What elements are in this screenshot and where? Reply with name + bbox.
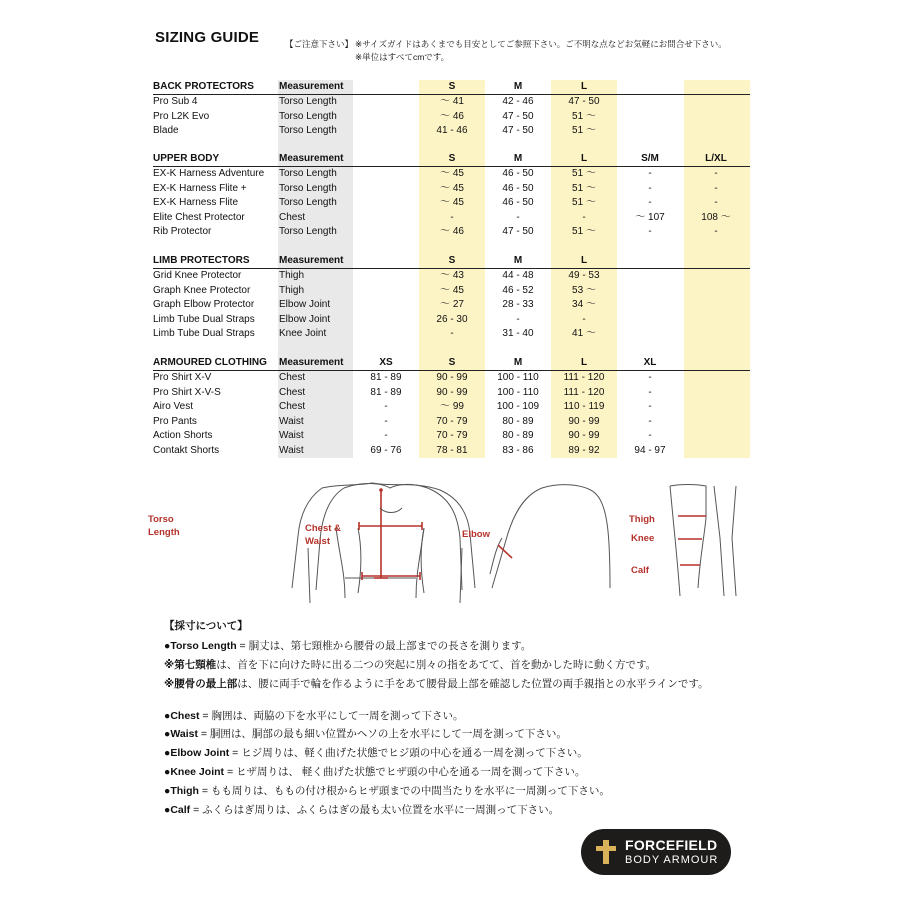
logo-line-1: FORCEFIELD (625, 837, 718, 853)
size-value-sm: - (648, 197, 652, 208)
size-value-xs: 81 - 89 (370, 372, 402, 383)
section-title: UPPER BODY (153, 153, 220, 164)
measurement-header: Measurement (279, 81, 344, 92)
note-torso (164, 638, 531, 653)
note-thigh-text: = もも周りは、ももの付け根からヒザ頭までの中間当たりを水平に一周測って下さい。 (198, 785, 610, 797)
section-title: ARMOURED CLOTHING (153, 357, 267, 368)
size-value-lxl: - (714, 226, 718, 237)
product-name: Limb Tube Dual Straps (153, 328, 255, 339)
product-name: Action Shorts (153, 430, 213, 441)
size-value-xs: 69 - 76 (370, 444, 402, 456)
size-value-m: 31 - 40 (502, 328, 534, 339)
size-value-lxl: 108 ～ (701, 211, 731, 223)
product-name: Airo Vest (153, 401, 194, 412)
size-value-s: ～ 41 (440, 96, 464, 107)
chest-label-line-1: Chest & (305, 523, 341, 534)
size-value-m: - (516, 313, 520, 325)
size-header-m: M (513, 357, 523, 368)
note-chest-term: ●Chest (164, 710, 200, 722)
product-name: Pro Shirt X-V (153, 372, 212, 383)
size-value-m: 46 - 50 (502, 182, 534, 194)
size-value-m: 80 - 89 (502, 415, 534, 427)
table-row (153, 196, 750, 211)
size-value-xs: 81 - 89 (370, 386, 402, 398)
size-header-s: S (448, 81, 456, 92)
table-row (153, 415, 750, 430)
table-row (153, 182, 750, 197)
size-value-s: ～ 27 (440, 299, 464, 310)
product-name: EX-K Harness Adventure (153, 168, 265, 179)
size-value-m: 28 - 33 (502, 299, 534, 310)
note-thigh (164, 783, 610, 798)
notes-heading: 【採寸について】 (164, 620, 248, 632)
product-name: Rib Protector (153, 226, 212, 237)
size-value-l: 47 - 50 (568, 96, 600, 107)
arm-figure (490, 485, 610, 588)
size-value-l: 51 ～ (572, 110, 596, 122)
size-value-m: - (516, 211, 520, 223)
size-value-l: 51 ～ (572, 125, 596, 136)
note-c7-text: は、首を下に向けた時に出る二つの突起に別々の指をあてて、首を動かした時に動く方です。 (216, 659, 657, 671)
measurement-type: Waist (279, 415, 304, 427)
note-torso-term: ●Torso Length (164, 640, 237, 652)
size-value-s: ～ 45 (440, 197, 464, 208)
note-chest (164, 708, 463, 723)
size-value-l: 90 - 99 (568, 415, 600, 427)
size-value-m: 42 - 46 (502, 96, 534, 107)
notice-line-1: ※サイズガイドはあくまでも目安としてご参照下さい。ご不明な点などお気軽にお問合せ下さい。 (355, 39, 727, 49)
size-header-l: L (580, 81, 588, 92)
note-waist-text: = 胴囲は、胴部の最も細い位置かヘソの上を水平にして一周を測って下さい。 (197, 728, 567, 740)
size-value-s: ～ 46 (440, 226, 464, 237)
measurement-type: Torso Length (279, 168, 337, 179)
size-value-l: 110 - 119 (563, 401, 605, 412)
section-title: BACK PROTECTORS (153, 81, 254, 92)
size-value-m: 80 - 89 (502, 430, 534, 441)
note-hip-term: ※腰骨の最上部 (164, 678, 238, 690)
measurement-type: Chest (279, 372, 306, 383)
size-value-s: - (450, 328, 454, 339)
size-value-s: 90 - 99 (436, 386, 468, 398)
notice-label: 【ご注意下さい】 (285, 39, 354, 49)
size-value-s: 70 - 79 (436, 430, 468, 441)
size-header-l: L (580, 357, 588, 368)
size-header-sm: XL (643, 357, 657, 368)
size-value-l: 51 ～ (572, 168, 596, 179)
size-value-xs: - (384, 401, 388, 412)
note-torso-text: = 胴丈は、第七頸椎から腰骨の最上部までの長さを測ります。 (236, 640, 532, 652)
section-header (153, 254, 750, 269)
size-value-sm: - (648, 401, 652, 412)
size-value-lxl: - (714, 182, 718, 194)
size-value-l: 49 - 53 (568, 270, 600, 281)
forcefield-logo (581, 829, 731, 875)
measurement-header: Measurement (279, 153, 344, 164)
notice-line-2: ※単位はすべてcmです。 (355, 52, 450, 62)
size-value-sm: - (648, 226, 652, 237)
knee-label: Knee (631, 533, 655, 544)
note-knee-text: = ヒザ周りは、 軽く曲げた状態でヒザ頭の中心を通る一周を測って下さい。 (224, 766, 586, 778)
size-header-m: M (513, 81, 523, 92)
section-header (153, 152, 750, 167)
section-header (153, 80, 750, 95)
table-row (153, 225, 750, 240)
size-value-sm: - (648, 415, 652, 427)
torso-label-line-2: Length (148, 527, 180, 538)
size-value-l: - (582, 313, 586, 325)
note-chest-text: = 胸囲は、両脇の下を水平にして一周を測って下さい。 (199, 710, 464, 722)
note-c7 (164, 657, 656, 672)
measurement-type: Thigh (279, 270, 305, 281)
size-value-m: 47 - 50 (502, 110, 534, 122)
size-value-sm: - (648, 372, 652, 383)
size-value-s: ～ 99 (440, 401, 464, 412)
measurement-type: Elbow Joint (279, 299, 331, 310)
measurement-type: Torso Length (279, 182, 337, 194)
size-value-l: 41 ～ (572, 328, 596, 339)
size-header-s: S (448, 357, 456, 368)
note-elbow-text: = ヒジ周りは、軽く曲げた状態でヒジ頭の中心を通る一周を測って下さい。 (229, 747, 588, 759)
size-value-s: 70 - 79 (436, 415, 468, 427)
product-name: Contakt Shorts (153, 444, 220, 456)
size-value-s: 26 - 30 (436, 313, 468, 325)
product-name: Pro Shirt X-V-S (153, 386, 221, 398)
chest-waist-label (305, 522, 341, 548)
measurement-type: Torso Length (279, 197, 337, 208)
size-header-l: L (580, 153, 588, 164)
table-row (153, 298, 750, 313)
product-name: EX-K Harness Flite (153, 197, 239, 208)
product-name: Pro L2K Evo (153, 110, 210, 122)
size-header-m: M (513, 153, 523, 164)
table-row (153, 110, 750, 125)
chest-label-line-2: Waist (305, 536, 330, 547)
measurement-type: Torso Length (279, 226, 337, 237)
size-value-m: 100 - 110 (497, 386, 539, 398)
note-elbow (164, 745, 588, 760)
size-value-sm: - (648, 168, 652, 179)
size-value-m: 44 - 48 (502, 270, 534, 281)
measurement-type: Torso Length (279, 125, 337, 136)
calf-label: Calf (631, 565, 649, 576)
size-value-m: 46 - 50 (502, 197, 534, 208)
cross-icon (593, 838, 619, 866)
note-calf-term: ●Calf (164, 804, 191, 816)
size-value-m: 100 - 109 (496, 401, 540, 412)
size-value-m: 46 - 52 (502, 284, 534, 296)
product-name: Pro Sub 4 (153, 96, 198, 107)
size-value-l: 111 - 120 (563, 372, 605, 383)
table-row (153, 124, 750, 139)
measurement-type: Elbow Joint (279, 313, 331, 325)
table-row (153, 269, 750, 284)
table-row (153, 386, 750, 401)
table-row (153, 429, 750, 444)
note-calf (164, 802, 559, 817)
product-name: Grid Knee Protector (153, 270, 242, 281)
body-measurement-illustrations (140, 478, 760, 613)
size-value-m: 83 - 86 (502, 444, 534, 456)
product-name: Pro Pants (153, 415, 197, 427)
size-value-lxl: - (714, 197, 718, 208)
size-value-l: 53 ～ (572, 284, 596, 296)
measurement-type: Torso Length (279, 110, 337, 122)
size-header-m: M (513, 255, 523, 266)
size-value-s: ～ 45 (440, 284, 464, 296)
table-row (153, 95, 750, 110)
table-row (153, 400, 750, 415)
torso-label (148, 513, 180, 539)
leg-figure (670, 485, 736, 597)
size-value-s: ～ 45 (440, 168, 464, 179)
measurement-type: Knee Joint (279, 328, 327, 339)
note-hip-text: は、腰に両手で輪を作るように手をあて腰骨最上部を確認した位置の両手親指との水平ラインです。 (237, 678, 709, 690)
size-value-m: 47 - 50 (502, 226, 534, 237)
size-value-m: 47 - 50 (502, 125, 534, 136)
product-name: Graph Knee Protector (153, 284, 251, 296)
size-value-sm: - (648, 386, 652, 398)
size-value-l: 111 - 120 (563, 386, 605, 398)
table-row (153, 313, 750, 328)
measurement-type: Chest (279, 386, 306, 398)
size-header-xs: XS (379, 357, 393, 368)
note-thigh-term: ●Thigh (164, 785, 199, 797)
size-value-s: ～ 46 (440, 110, 464, 122)
page-title: SIZING GUIDE (155, 29, 260, 46)
logo-line-2: BODY ARMOUR (625, 854, 719, 866)
size-value-s: 90 - 99 (436, 372, 468, 383)
note-elbow-term: ●Elbow Joint (164, 747, 230, 759)
elbow-label: Elbow (462, 529, 490, 540)
product-name: Limb Tube Dual Straps (153, 313, 255, 325)
size-value-m: 100 - 110 (497, 372, 539, 383)
size-value-xs: - (384, 430, 388, 441)
size-header-s: S (448, 153, 456, 164)
size-value-l: - (582, 211, 586, 223)
size-value-s: - (450, 211, 454, 223)
size-value-lxl: - (714, 168, 718, 179)
size-header-sm: S/M (641, 153, 659, 164)
table-row (153, 371, 750, 386)
size-value-sm: 94 - 97 (634, 444, 666, 456)
size-value-s: ～ 45 (440, 182, 464, 194)
measurement-type: Chest (279, 211, 306, 223)
size-header-lxl: L/XL (705, 153, 727, 164)
size-value-m: 46 - 50 (502, 168, 534, 179)
note-knee-term: ●Knee Joint (164, 766, 225, 778)
thigh-label: Thigh (629, 514, 655, 525)
note-c7-term: ※第七頸椎 (164, 659, 217, 671)
note-waist-term: ●Waist (164, 728, 198, 740)
section-header (153, 356, 750, 371)
product-name: Graph Elbow Protector (153, 299, 255, 310)
measurement-type: Torso Length (279, 96, 337, 107)
size-value-sm: - (648, 182, 652, 194)
size-value-l: 51 ～ (572, 226, 596, 237)
size-value-s: 41 - 46 (436, 125, 468, 136)
measurement-header: Measurement (279, 357, 344, 368)
table-row (153, 444, 750, 459)
size-value-xs: - (384, 415, 388, 427)
size-value-l: 51 ～ (572, 182, 596, 194)
table-row (153, 284, 750, 299)
product-name: Blade (153, 125, 179, 136)
size-value-l: 34 ～ (572, 299, 596, 310)
measurement-header: Measurement (279, 255, 344, 266)
note-knee (164, 764, 585, 779)
table-row (153, 327, 750, 342)
size-value-sm: ～ 107 (635, 211, 665, 223)
note-hip (164, 676, 709, 691)
measurement-type: Waist (279, 430, 304, 441)
size-value-l: 51 ～ (572, 197, 596, 208)
measurement-type: Chest (279, 401, 306, 412)
note-calf-text: = ふくらはぎ周りは、ふくらはぎの最も太い位置を水平に一周測って下さい。 (190, 804, 560, 816)
size-value-s: ～ 43 (440, 270, 464, 281)
torso-label-line-1: Torso (148, 514, 174, 525)
section-title: LIMB PROTECTORS (153, 255, 250, 266)
size-value-l: 89 - 92 (568, 444, 600, 456)
size-value-sm: - (648, 430, 652, 441)
product-name: Elite Chest Protector (153, 211, 245, 223)
table-row (153, 167, 750, 182)
measurement-type: Waist (279, 444, 304, 456)
note-waist (164, 726, 567, 741)
size-value-s: 78 - 81 (436, 444, 468, 456)
measurement-type: Thigh (279, 284, 305, 296)
product-name: EX-K Harness Flite + (153, 182, 247, 194)
size-header-s: S (448, 255, 456, 266)
size-value-l: 90 - 99 (568, 430, 600, 441)
table-row (153, 211, 750, 226)
size-header-l: L (580, 255, 588, 266)
